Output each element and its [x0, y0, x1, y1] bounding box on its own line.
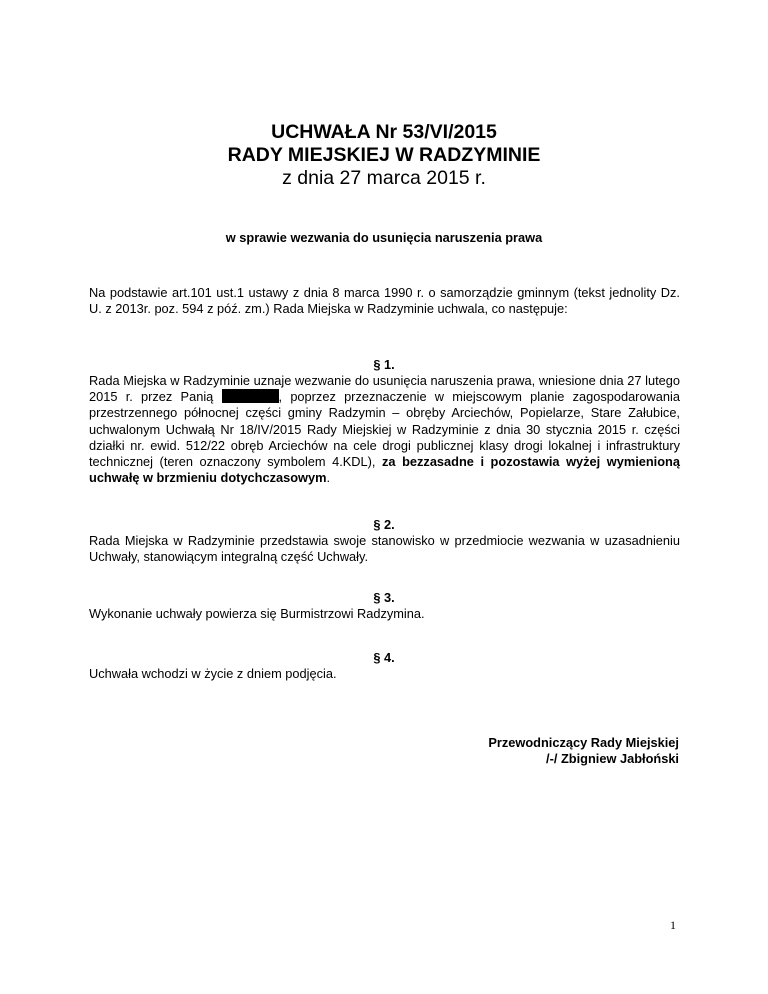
signature-role: Przewodniczący Rady Miejskiej: [488, 735, 679, 750]
resolution-subject: w sprawie wezwania do usunięcia naruszenia prawa: [225, 230, 543, 245]
section-2-text: Rada Miejska w Radzyminie przedstawia swoje stanowisko w przedmiocie wezwania w uzasadnieniu Uchwały, stanowiącym integralną część Uchwały.: [89, 533, 680, 565]
section-1-text-middle: , poprzez przeznaczenie w miejscowym planie zagospodarowania przestrzennego północnej części gminy Radzymin – obręby Arciechów, Popielarze, Stare Załubice, uchwalonym Uchwałą Nr 18/IV/2015 Rady Miejskiej w Radzyminie z dnia 30 stycznia 2015 r. części działki nr. ewid. 512/22 obręb Arciechów na cele drogi publicznej klasy drogi lokalnej i infrastruktury technicznej (teren oznaczony symbolem 4.KDL),: [89, 389, 680, 470]
resolution-number: UCHWAŁA Nr 53/VI/2015: [271, 121, 497, 143]
preamble: Na podstawie art.101 ust.1 ustawy z dnia 8 marca 1990 r. o samorządzie gminnym (tekst jednolity Dz. U. z 2013r. poz. 594 z póź. zm.) Rada Miejska w Radzyminie uchwala, co następuje:: [89, 285, 680, 317]
section-1-text: [89, 373, 680, 486]
section-4-text: Uchwała wchodzi w życie z dniem podjęcia.: [89, 666, 337, 681]
section-1-sign: § 1.: [373, 357, 395, 372]
section-1-text-bold: za bezzasadne i pozostawia wyżej wymienioną uchwałę w brzmieniu dotychczasowym: [89, 454, 680, 486]
section-4-sign: § 4.: [373, 650, 395, 665]
redacted-name: [222, 389, 279, 403]
section-1-text-start: Rada Miejska w Radzyminie uznaje wezwanie do usunięcia naruszenia prawa, wniesione dnia 27 lutego 2015 r. przez Panią: [89, 373, 680, 405]
section-3-sign: § 3.: [373, 590, 395, 605]
section-2-sign: § 2.: [373, 517, 395, 532]
signature-name: /-/ Zbigniew Jabłoński: [546, 751, 679, 766]
section-3-text: Wykonanie uchwały powierza się Burmistrzowi Radzymina.: [89, 606, 425, 621]
resolution-date: z dnia 27 marca 2015 r.: [282, 167, 486, 189]
section-1-text-end: .: [326, 470, 331, 486]
page-number: 1: [670, 918, 676, 932]
council-name: RADY MIEJSKIEJ W RADZYMINIE: [227, 144, 541, 166]
